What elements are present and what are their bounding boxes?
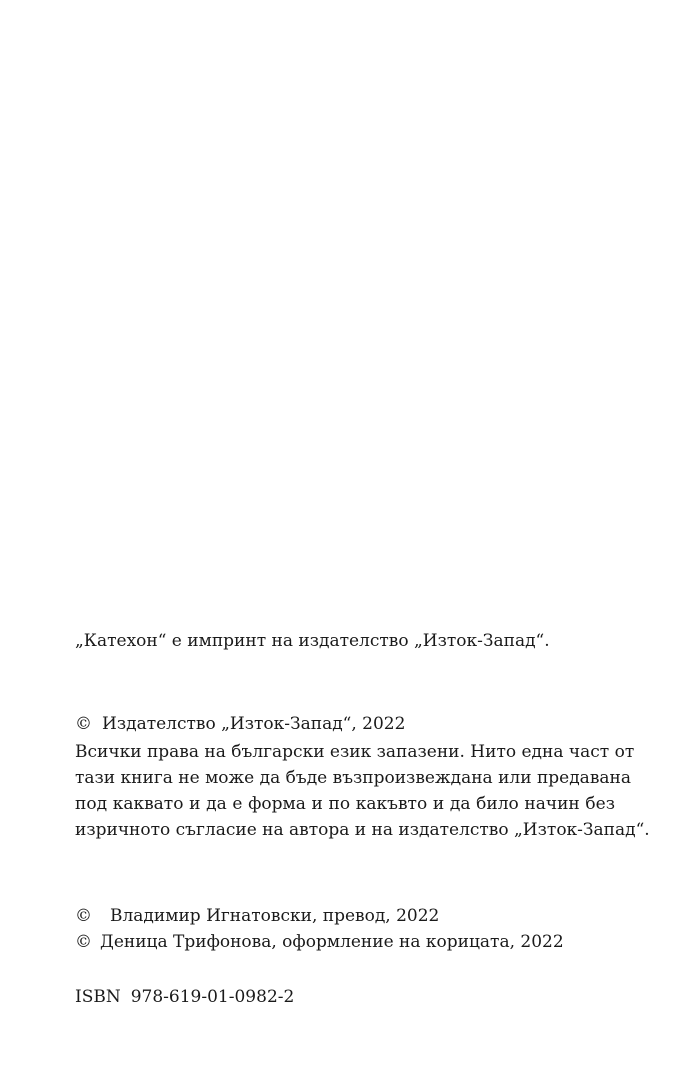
rights-line: под каквато и да е форма и по какъвто и да било начин без <box>75 794 615 814</box>
publisher-copyright-text: Издателство „Изток-Запад“, 2022 <box>102 714 406 734</box>
copyright-symbol: © <box>75 932 92 952</box>
isbn-label: ISBN <box>75 987 121 1007</box>
translation-copyright <box>75 903 439 929</box>
copyright-symbol: © <box>75 906 92 926</box>
publisher-copyright <box>75 711 405 737</box>
isbn <box>75 984 294 1010</box>
cover-design-copyright-text: Деница Трифонова, оформление на корицата, 2022 <box>100 932 564 952</box>
rights-line: тази книга не може да бъде възпроизвеждана или предавана <box>75 768 631 788</box>
colophon <box>75 628 650 1007</box>
translation-copyright-text: Владимир Игнатовски, превод, 2022 <box>110 906 440 926</box>
imprint-statement: „Катехон“ е импринт на издателство „Изток-Запад“. <box>75 631 550 651</box>
cover-design-copyright <box>75 929 564 955</box>
isbn-number: 978-619-01-0982-2 <box>130 987 295 1007</box>
rights-line: изричното съгласие на автора и на издателство „Изток-Запад“. <box>75 820 650 840</box>
rights-notice <box>75 739 650 843</box>
copyright-symbol: © <box>75 714 92 734</box>
rights-line: Всички права на български език запазени. Нито една част от <box>75 742 635 762</box>
